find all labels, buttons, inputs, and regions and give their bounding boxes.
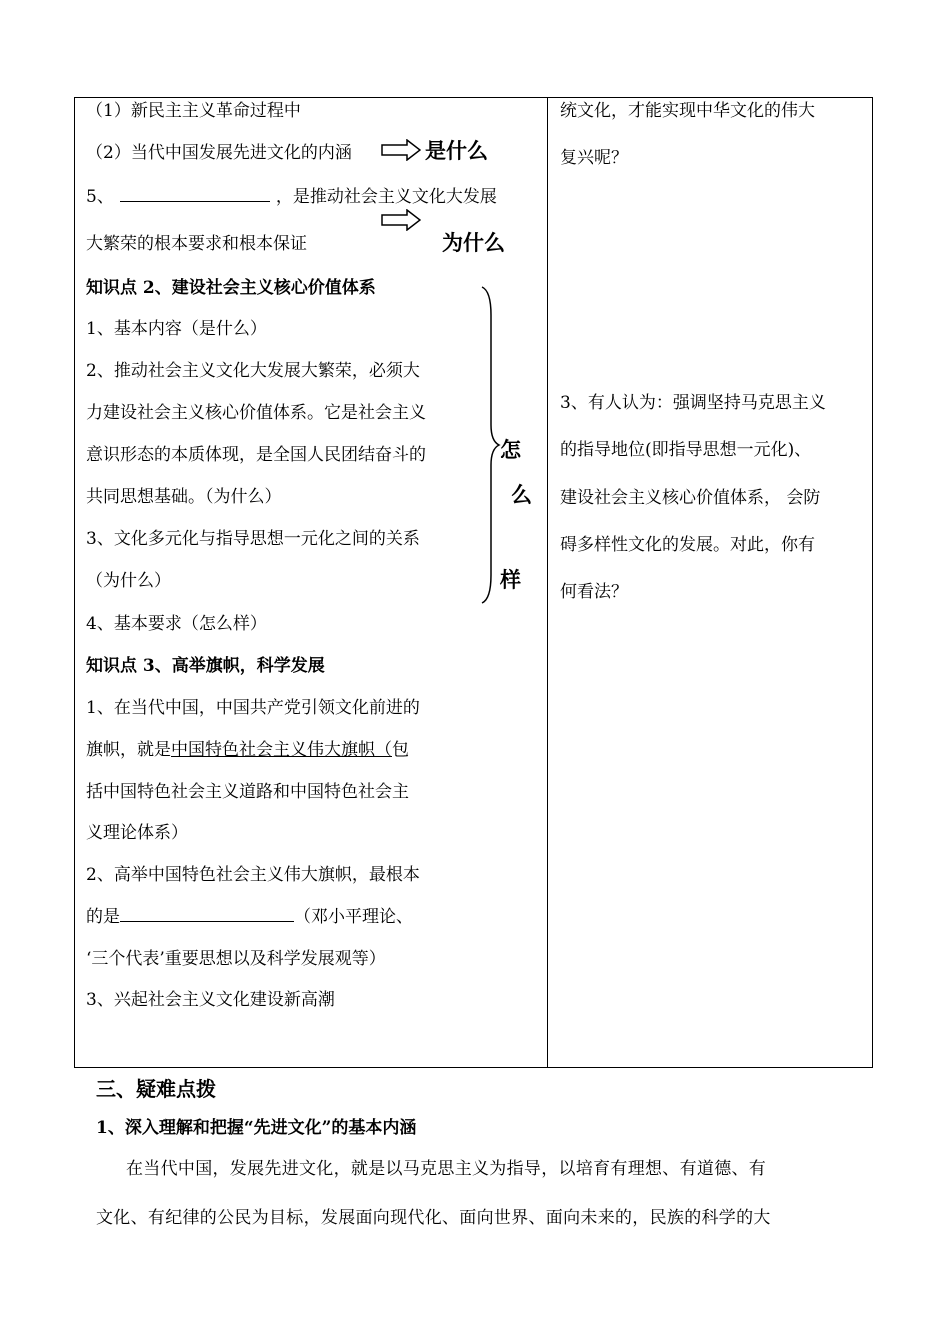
tag-why: 为什么 — [442, 231, 505, 255]
kp3-item2c: ‘三个代表’重要思想以及科学发展观等） — [86, 949, 386, 969]
kp2-item4: 4、基本要求（怎么样） — [86, 614, 267, 634]
kp3-item1a: 1、在当代中国，中国共产党引领文化前进的 — [86, 698, 420, 718]
kp3-item2b: 的是 （邓小平理论、 — [86, 907, 413, 927]
fill-blank — [120, 187, 270, 202]
right-q3-line5: 何看法？ — [560, 582, 628, 602]
right-arrow-icon — [381, 209, 421, 231]
kp3-item1b: 旗帜，就是中国特色社会主义伟大旗帜（包 — [86, 740, 409, 760]
right-q3-line4: 碍多样性文化的发展。对此，你有 — [560, 535, 815, 555]
kp2-item3b: （为什么） — [86, 571, 171, 591]
section-subtitle: 1、深入理解和把握“先进文化”的基本内涵 — [96, 1118, 417, 1138]
kp2-item1: 1、基本内容（是什么） — [86, 319, 267, 339]
right-q3-line1: 3、有人认为：强调坚持马克思主义 — [560, 393, 826, 413]
kp2-item2b: 力建设社会主义核心价值体系。它是社会主义 — [86, 403, 426, 423]
right-line2: 复兴呢？ — [560, 148, 628, 168]
right-brace — [478, 285, 502, 605]
kp3-item1c: 括中国特色社会主义道路和中国特色社会主 — [86, 782, 409, 802]
kp3-item1d: 义理论体系） — [86, 823, 188, 843]
kp3-title: 知识点 3、高举旗帜，科学发展 — [86, 656, 325, 676]
kp2-item2c: 意识形态的本质体现，是全国人民团结奋斗的 — [86, 445, 426, 465]
section-paragraph-line1: 在当代中国，发展先进文化，就是以马克思主义为指导，以培育有理想、有道德、有 — [126, 1159, 767, 1179]
kp2-title: 知识点 2、建设社会主义核心价值体系 — [86, 278, 376, 298]
kp3-item2a: 2、高举中国特色社会主义伟大旗帜，最根本 — [86, 865, 420, 885]
kp2-item2a: 2、推动社会主义文化大发展大繁荣，必须大 — [86, 361, 420, 381]
right-line1: 统文化，才能实现中华文化的伟大 — [560, 101, 815, 121]
kp2-item3a: 3、文化多元化与指导思想一元化之间的关系 — [86, 529, 420, 549]
kp2-item2d: 共同思想基础。（为什么） — [86, 487, 282, 507]
fill-blank — [120, 907, 294, 922]
brace-char-1: 怎 — [500, 438, 521, 462]
right-q3-line2: 的指导地位(即指导思想一元化)、 — [560, 440, 812, 460]
line-fundamental: 大繁荣的根本要求和根本保证 — [86, 234, 307, 254]
right-arrow-icon — [381, 139, 421, 161]
column-divider — [547, 97, 548, 1068]
brace-char-2: 么 — [511, 483, 532, 507]
line-advanced-culture-content: （2）当代中国发展先进文化的内涵 — [86, 143, 352, 163]
line-new-democratic: （1）新民主主义革命过程中 — [86, 101, 301, 121]
tag-what: 是什么 — [425, 139, 488, 163]
section-paragraph-line2: 文化、有纪律的公民为目标，发展面向现代化、面向世界、面向未来的，民族的科学的大 — [96, 1208, 771, 1228]
right-q3-line3: 建设社会主义核心价值体系， 会防 — [560, 488, 821, 508]
kp3-item3: 3、兴起社会主义文化建设新高潮 — [86, 990, 335, 1010]
brace-char-3: 样 — [500, 568, 521, 592]
line-five: 5、 ，是推动社会主义文化大发展 — [86, 187, 497, 207]
section-title: 三、疑难点拨 — [96, 1077, 216, 1101]
